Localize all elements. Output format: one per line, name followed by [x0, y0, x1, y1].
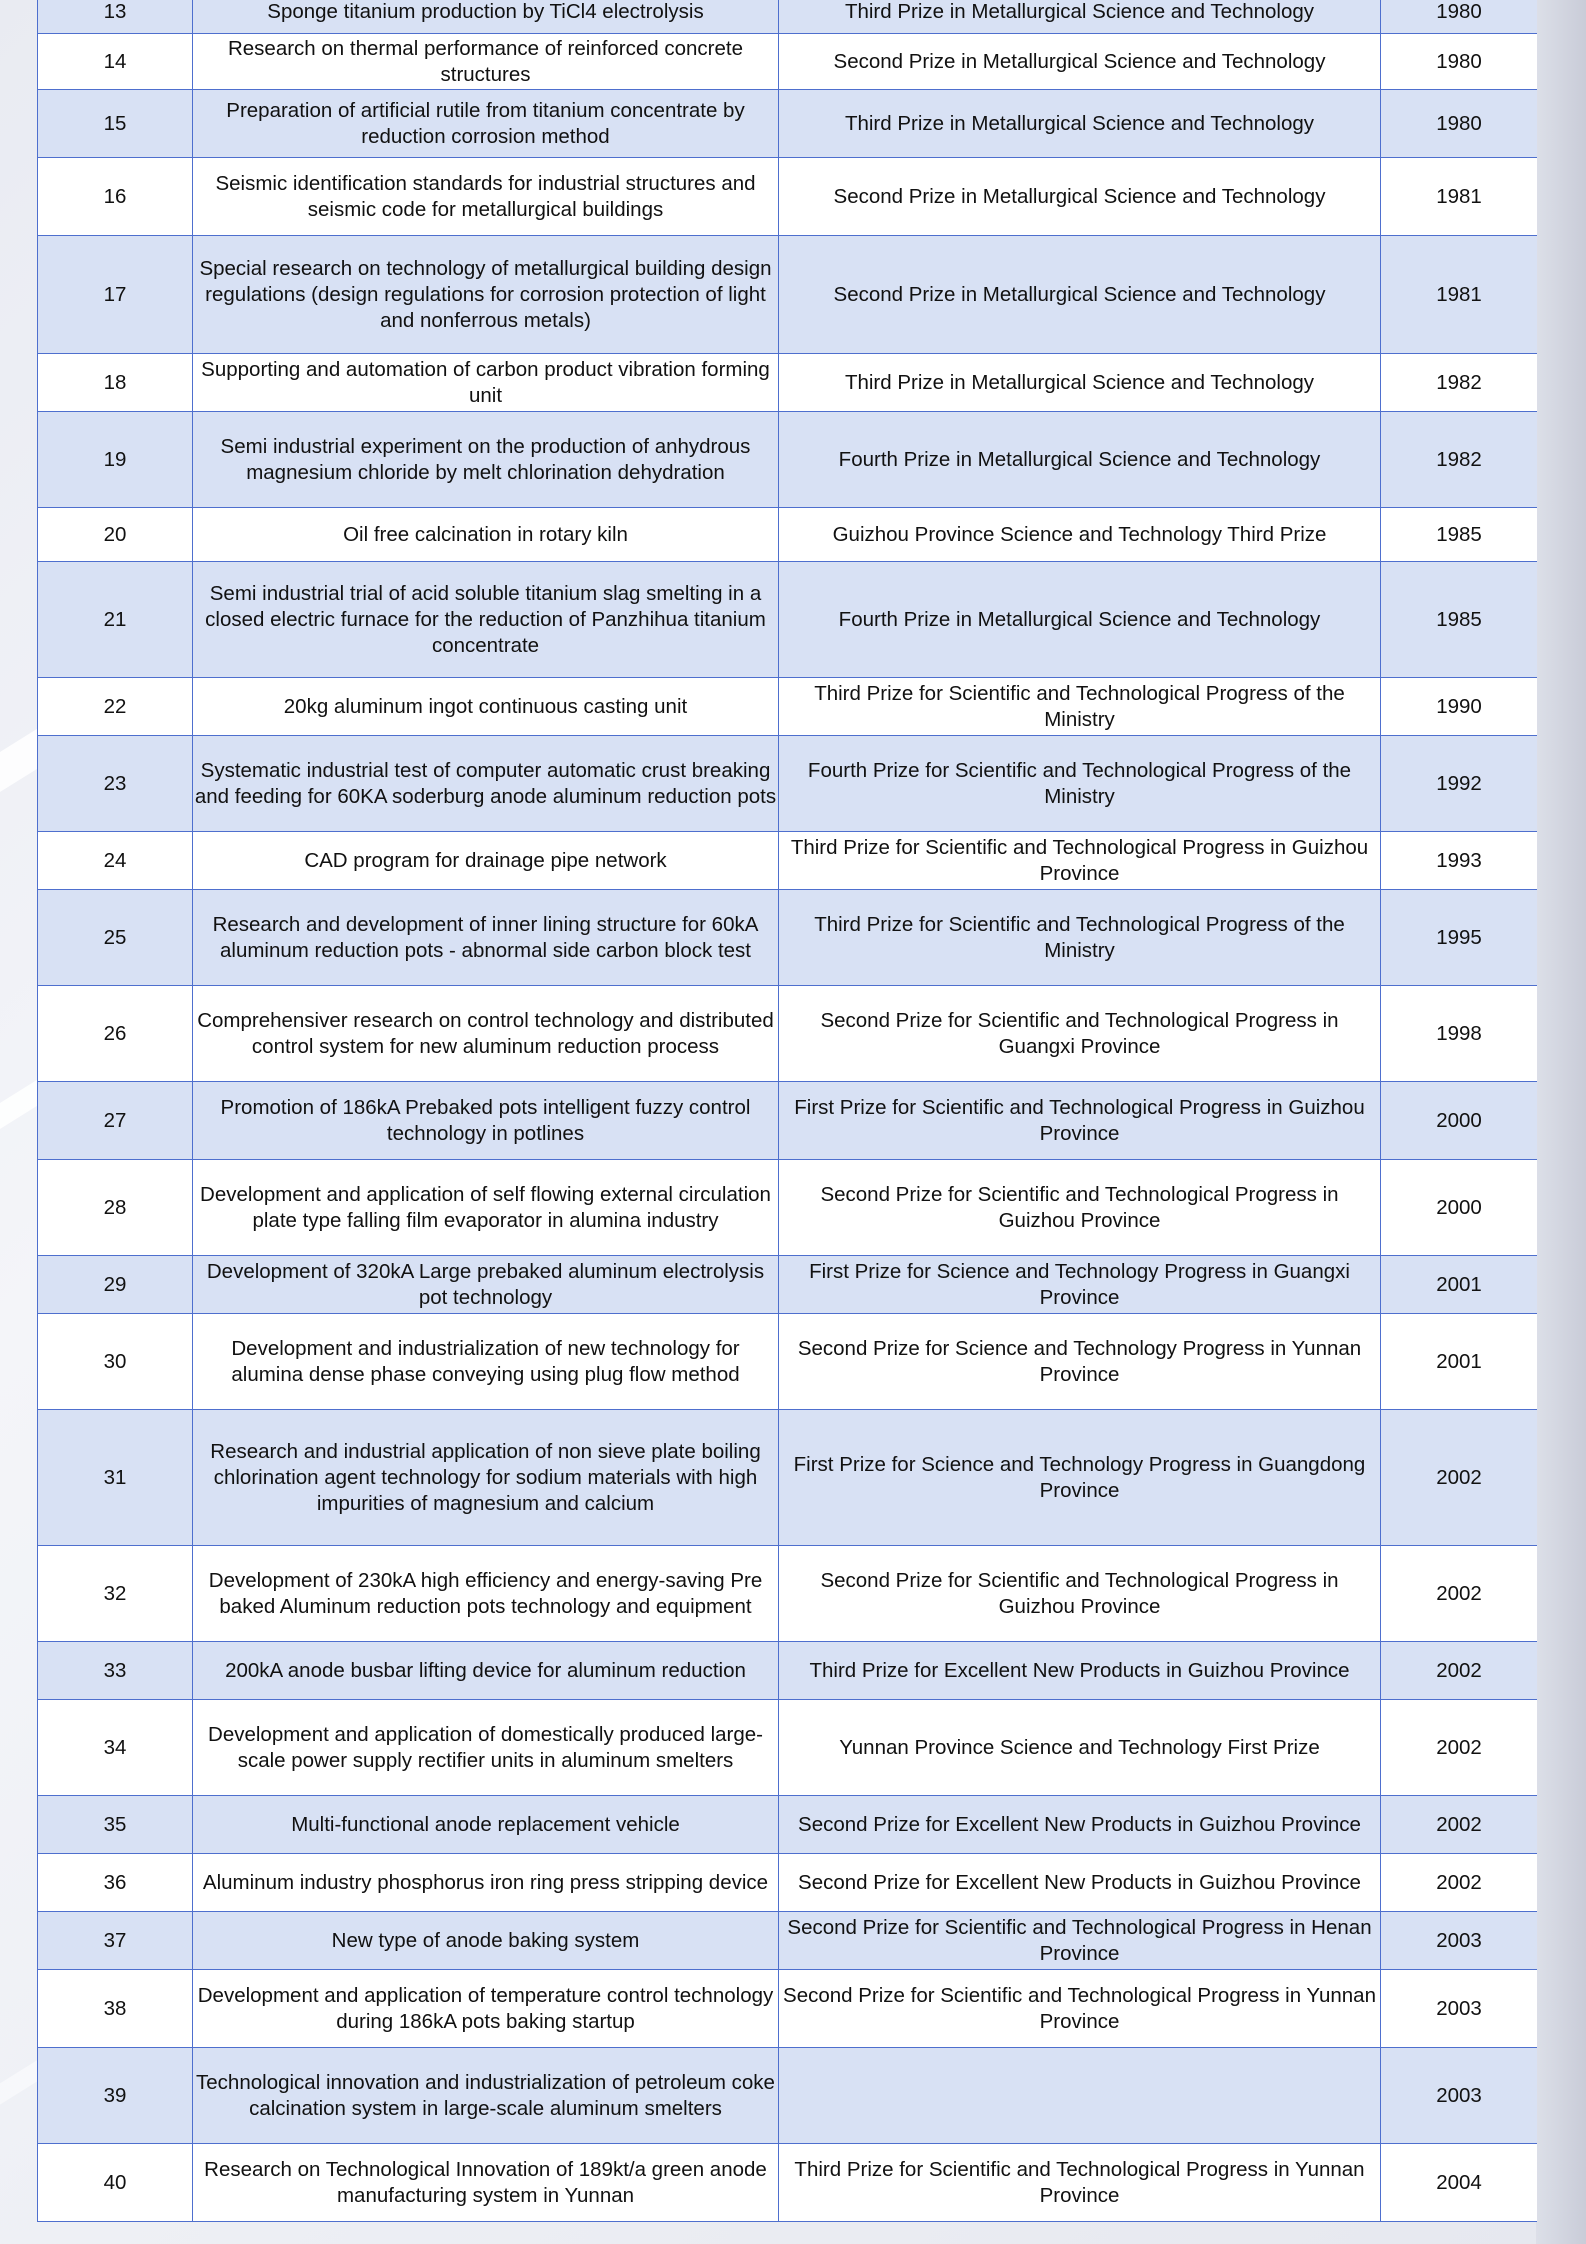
award-cell: Second Prize for Scientific and Technological Progress in Guangxi Province	[779, 986, 1381, 1082]
row-number-cell: 23	[38, 736, 193, 832]
year-cell: 2002	[1381, 1410, 1538, 1546]
year-cell: 1982	[1381, 354, 1538, 412]
year-cell: 1993	[1381, 832, 1538, 890]
awards-table-container	[37, 0, 1537, 2244]
row-number-cell: 34	[38, 1700, 193, 1796]
year-cell: 2001	[1381, 1256, 1538, 1314]
award-cell: Third Prize for Excellent New Products in Guizhou Province	[779, 1642, 1381, 1700]
year-cell: 2002	[1381, 1700, 1538, 1796]
year-cell: 1985	[1381, 508, 1538, 562]
year-cell: 2000	[1381, 1160, 1538, 1256]
year-cell: 2002	[1381, 1546, 1538, 1642]
project-name-cell: New type of anode baking system	[193, 1912, 779, 1970]
award-cell: Third Prize for Scientific and Technological Progress of the Ministry	[779, 890, 1381, 986]
award-cell: Third Prize in Metallurgical Science and Technology	[779, 0, 1381, 34]
year-cell: 1980	[1381, 34, 1538, 90]
project-name-cell: 200kA anode busbar lifting device for aluminum reduction	[193, 1642, 779, 1700]
table-row	[38, 1082, 1538, 1160]
row-number-cell: 24	[38, 832, 193, 890]
table-row	[38, 832, 1538, 890]
table-row	[38, 1256, 1538, 1314]
project-name-cell: Multi-functional anode replacement vehicle	[193, 1796, 779, 1854]
table-row	[38, 1314, 1538, 1410]
award-cell: Second Prize for Science and Technology Progress in Yunnan Province	[779, 1314, 1381, 1410]
award-cell: Second Prize for Scientific and Technological Progress in Yunnan Province	[779, 1970, 1381, 2048]
award-cell: Fourth Prize in Metallurgical Science and Technology	[779, 412, 1381, 508]
year-cell: 2002	[1381, 1796, 1538, 1854]
award-cell: Second Prize in Metallurgical Science and Technology	[779, 34, 1381, 90]
year-cell: 2002	[1381, 1854, 1538, 1912]
award-cell	[779, 2048, 1381, 2144]
project-name-cell: Preparation of artificial rutile from titanium concentrate by reduction corrosion method	[193, 90, 779, 158]
project-name-cell: Development of 230kA high efficiency and energy-saving Pre baked Aluminum reduction pots technology and equipment	[193, 1546, 779, 1642]
award-cell: Second Prize for Scientific and Technological Progress in Guizhou Province	[779, 1160, 1381, 1256]
table-row	[38, 90, 1538, 158]
project-name-cell: Oil free calcination in rotary kiln	[193, 508, 779, 562]
row-number-cell: 31	[38, 1410, 193, 1546]
row-number-cell: 22	[38, 678, 193, 736]
award-cell: First Prize for Science and Technology Progress in Guangxi Province	[779, 1256, 1381, 1314]
award-cell: Fourth Prize for Scientific and Technological Progress of the Ministry	[779, 736, 1381, 832]
award-cell: Second Prize for Excellent New Products in Guizhou Province	[779, 1796, 1381, 1854]
table-row	[38, 1912, 1538, 1970]
table-row	[38, 1410, 1538, 1546]
row-number-cell: 16	[38, 158, 193, 236]
table-row	[38, 1796, 1538, 1854]
table-row	[38, 158, 1538, 236]
row-number-cell: 17	[38, 236, 193, 354]
project-name-cell: Development of 320kA Large prebaked aluminum electrolysis pot technology	[193, 1256, 779, 1314]
table-row	[38, 1970, 1538, 2048]
year-cell: 1985	[1381, 562, 1538, 678]
table-row	[38, 736, 1538, 832]
row-number-cell: 28	[38, 1160, 193, 1256]
row-number-cell: 27	[38, 1082, 193, 1160]
table-row	[38, 236, 1538, 354]
award-cell: Third Prize in Metallurgical Science and Technology	[779, 354, 1381, 412]
award-cell: Second Prize in Metallurgical Science and Technology	[779, 236, 1381, 354]
year-cell: 2003	[1381, 1970, 1538, 2048]
awards-table	[37, 0, 1537, 2222]
project-name-cell: Special research on technology of metallurgical building design regulations (design regulations for corrosion protection of light and nonferrous metals)	[193, 236, 779, 354]
row-number-cell: 21	[38, 562, 193, 678]
award-cell: Third Prize in Metallurgical Science and Technology	[779, 90, 1381, 158]
table-row	[38, 678, 1538, 736]
table-row	[38, 2144, 1538, 2222]
project-name-cell: Seismic identification standards for industrial structures and seismic code for metallurgical buildings	[193, 158, 779, 236]
project-name-cell: Research on thermal performance of reinforced concrete structures	[193, 34, 779, 90]
year-cell: 1980	[1381, 90, 1538, 158]
project-name-cell: Sponge titanium production by TiCl4 electrolysis	[193, 0, 779, 34]
table-row	[38, 2048, 1538, 2144]
award-cell: First Prize for Scientific and Technological Progress in Guizhou Province	[779, 1082, 1381, 1160]
background-edge	[1536, 0, 1586, 2244]
award-cell: Third Prize for Scientific and Technological Progress in Yunnan Province	[779, 2144, 1381, 2222]
award-cell: Second Prize for Scientific and Technological Progress in Guizhou Province	[779, 1546, 1381, 1642]
project-name-cell: Research on Technological Innovation of 189kt/a green anode manufacturing system in Yunnan	[193, 2144, 779, 2222]
row-number-cell: 33	[38, 1642, 193, 1700]
year-cell: 1980	[1381, 0, 1538, 34]
award-cell: Fourth Prize in Metallurgical Science and Technology	[779, 562, 1381, 678]
project-name-cell: Development and industrialization of new technology for alumina dense phase conveying using plug flow method	[193, 1314, 779, 1410]
table-row	[38, 1546, 1538, 1642]
row-number-cell: 14	[38, 34, 193, 90]
award-cell: Guizhou Province Science and Technology Third Prize	[779, 508, 1381, 562]
project-name-cell: 20kg aluminum ingot continuous casting unit	[193, 678, 779, 736]
award-cell: Third Prize for Scientific and Technological Progress of the Ministry	[779, 678, 1381, 736]
row-number-cell: 36	[38, 1854, 193, 1912]
table-row	[38, 1642, 1538, 1700]
year-cell: 1982	[1381, 412, 1538, 508]
row-number-cell: 38	[38, 1970, 193, 2048]
table-row	[38, 0, 1538, 34]
award-cell: Yunnan Province Science and Technology First Prize	[779, 1700, 1381, 1796]
award-cell: First Prize for Science and Technology Progress in Guangdong Province	[779, 1410, 1381, 1546]
year-cell: 1995	[1381, 890, 1538, 986]
table-row	[38, 1854, 1538, 1912]
row-number-cell: 40	[38, 2144, 193, 2222]
row-number-cell: 18	[38, 354, 193, 412]
table-row	[38, 34, 1538, 90]
award-cell: Second Prize in Metallurgical Science and Technology	[779, 158, 1381, 236]
project-name-cell: Technological innovation and industrialization of petroleum coke calcination system in large-scale aluminum smelters	[193, 2048, 779, 2144]
table-row	[38, 354, 1538, 412]
project-name-cell: Development and application of domestically produced large-scale power supply rectifier units in aluminum smelters	[193, 1700, 779, 1796]
year-cell: 1998	[1381, 986, 1538, 1082]
table-row	[38, 562, 1538, 678]
row-number-cell: 20	[38, 508, 193, 562]
row-number-cell: 30	[38, 1314, 193, 1410]
row-number-cell: 35	[38, 1796, 193, 1854]
row-number-cell: 32	[38, 1546, 193, 1642]
project-name-cell: Semi industrial experiment on the production of anhydrous magnesium chloride by melt chlorination dehydration	[193, 412, 779, 508]
award-cell: Second Prize for Excellent New Products in Guizhou Province	[779, 1854, 1381, 1912]
row-number-cell: 19	[38, 412, 193, 508]
project-name-cell: Research and development of inner lining structure for 60kA aluminum reduction pots - abnormal side carbon block test	[193, 890, 779, 986]
project-name-cell: Promotion of 186kA Prebaked pots intelligent fuzzy control technology in potlines	[193, 1082, 779, 1160]
year-cell: 1992	[1381, 736, 1538, 832]
year-cell: 2003	[1381, 1912, 1538, 1970]
year-cell: 2002	[1381, 1642, 1538, 1700]
project-name-cell: CAD program for drainage pipe network	[193, 832, 779, 890]
row-number-cell: 29	[38, 1256, 193, 1314]
table-row	[38, 1700, 1538, 1796]
row-number-cell: 26	[38, 986, 193, 1082]
table-row	[38, 890, 1538, 986]
project-name-cell: Development and application of self flowing external circulation plate type falling film evaporator in alumina industry	[193, 1160, 779, 1256]
year-cell: 2000	[1381, 1082, 1538, 1160]
table-row	[38, 508, 1538, 562]
year-cell: 2004	[1381, 2144, 1538, 2222]
project-name-cell: Research and industrial application of non sieve plate boiling chlorination agent technology for sodium materials with high impurities of magnesium and calcium	[193, 1410, 779, 1546]
project-name-cell: Comprehensiver research on control technology and distributed control system for new aluminum reduction process	[193, 986, 779, 1082]
awards-table-body	[38, 0, 1538, 2222]
year-cell: 1981	[1381, 158, 1538, 236]
row-number-cell: 15	[38, 90, 193, 158]
project-name-cell: Supporting and automation of carbon product vibration forming unit	[193, 354, 779, 412]
year-cell: 1981	[1381, 236, 1538, 354]
project-name-cell: Aluminum industry phosphorus iron ring press stripping device	[193, 1854, 779, 1912]
row-number-cell: 39	[38, 2048, 193, 2144]
year-cell: 1990	[1381, 678, 1538, 736]
table-row	[38, 412, 1538, 508]
row-number-cell: 37	[38, 1912, 193, 1970]
project-name-cell: Development and application of temperature control technology during 186kA pots baking startup	[193, 1970, 779, 2048]
row-number-cell: 13	[38, 0, 193, 34]
project-name-cell: Semi industrial trial of acid soluble titanium slag smelting in a closed electric furnace for the reduction of Panzhihua titanium concentrate	[193, 562, 779, 678]
year-cell: 2003	[1381, 2048, 1538, 2144]
award-cell: Third Prize for Scientific and Technological Progress in Guizhou Province	[779, 832, 1381, 890]
year-cell: 2001	[1381, 1314, 1538, 1410]
award-cell: Second Prize for Scientific and Technological Progress in Henan Province	[779, 1912, 1381, 1970]
project-name-cell: Systematic industrial test of computer automatic crust breaking and feeding for 60KA soderburg anode aluminum reduction pots	[193, 736, 779, 832]
table-row	[38, 1160, 1538, 1256]
table-row	[38, 986, 1538, 1082]
row-number-cell: 25	[38, 890, 193, 986]
